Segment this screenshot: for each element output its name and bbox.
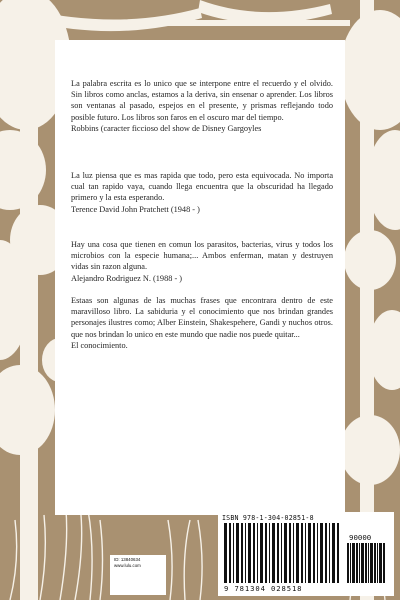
quote-paragraph: La palabra escrita es lo unico que se interpone entre el recuerdo y el olvido. Sin libros como anclas, estamos a la deriva, sin ensenar o aprender. Los libros son ventanas al pasado, espejos en el presente, y prismas reflejando todo posible futuro. Los libros son faros en el oscuro mar del tiempo. Robbins (caracter ficcioso del show de Disney Gargoyles <box>71 79 333 133</box>
barcode-bar <box>241 523 243 583</box>
barcode-bar <box>248 523 251 583</box>
barcode-bar <box>272 523 275 583</box>
barcode-bar <box>260 523 263 583</box>
barcode-bar <box>352 543 355 583</box>
barcode-bar <box>301 523 303 583</box>
barcode-bar <box>245 523 246 583</box>
barcode-bar <box>281 523 282 583</box>
barcode-bar <box>332 523 335 583</box>
price-barcode-icon <box>347 543 387 583</box>
description-paragraph: Estaas son algunas de las muchas frases que encontrara dentro de este maravilloso libro. La sabiduria y el conocimiento que nos brindan grandes personajes ilustres como; Alber Einstein, Shakespehere, Gandi y nuchos otros. que nos brindan lo unico en este mundo que nadie nos puede quitar... El conocimiento. <box>71 296 333 350</box>
barcode-bar <box>325 523 327 583</box>
barcode-bar <box>365 543 367 583</box>
publisher-id: ID: 13840634 <box>114 557 141 562</box>
barcode-bar <box>265 523 267 583</box>
barcode-bar <box>383 543 385 583</box>
price-code: 90000 <box>349 533 372 542</box>
barcode-bar <box>377 543 378 583</box>
barcode-bar <box>370 543 373 583</box>
barcode-bar <box>361 543 364 583</box>
barcode-bar <box>359 543 360 583</box>
barcode-bar <box>320 523 323 583</box>
barcode-bar <box>347 543 349 583</box>
quote-paragraph: La luz piensa que es mas rapida que todo, pero esta equivocada. No importa cual tan rapido vaya, cuando llega encuentra que la obscuridad ha llegado primero y la esta esperando. Terence David John Pratchett (1948 - ) <box>71 171 333 214</box>
barcode-bar <box>289 523 291 583</box>
barcode-bar <box>368 543 369 583</box>
barcode-bar <box>374 543 376 583</box>
barcode-bar <box>257 523 258 583</box>
barcode-bar <box>236 523 239 583</box>
barcode-bar <box>253 523 255 583</box>
barcode-bar <box>233 523 234 583</box>
ean-barcode-icon <box>224 523 342 583</box>
publisher-url: www.lulu.com <box>114 563 141 568</box>
barcode-bar <box>296 523 299 583</box>
barcode-bar <box>269 523 270 583</box>
barcode-bar <box>308 523 311 583</box>
barcode-bar <box>379 543 382 583</box>
barcode-bar <box>350 543 351 583</box>
barcode-bar <box>337 523 339 583</box>
barcode-bar <box>224 523 227 583</box>
barcode-bar <box>229 523 231 583</box>
barcode-bar <box>313 523 315 583</box>
barcode-bar <box>329 523 330 583</box>
barcode-bar <box>317 523 318 583</box>
barcode-bar <box>284 523 287 583</box>
barcode-bar <box>277 523 279 583</box>
ean-digits: 9 781304 028518 <box>224 584 303 593</box>
barcode-bar <box>356 543 358 583</box>
isbn-label: ISBN 978-1-304-02851-8 <box>222 514 314 522</box>
quote-paragraph: Hay una cosa que tienen en comun los parasitos, bacterias, virus y todos los microbios con la especie humana;... Ambos enferman, matan y destruyen vidas sin razon alguna. Alejandro Rodriguez N. (1988 - ) <box>71 240 333 283</box>
barcode-bar <box>293 523 294 583</box>
barcode-bar <box>305 523 306 583</box>
